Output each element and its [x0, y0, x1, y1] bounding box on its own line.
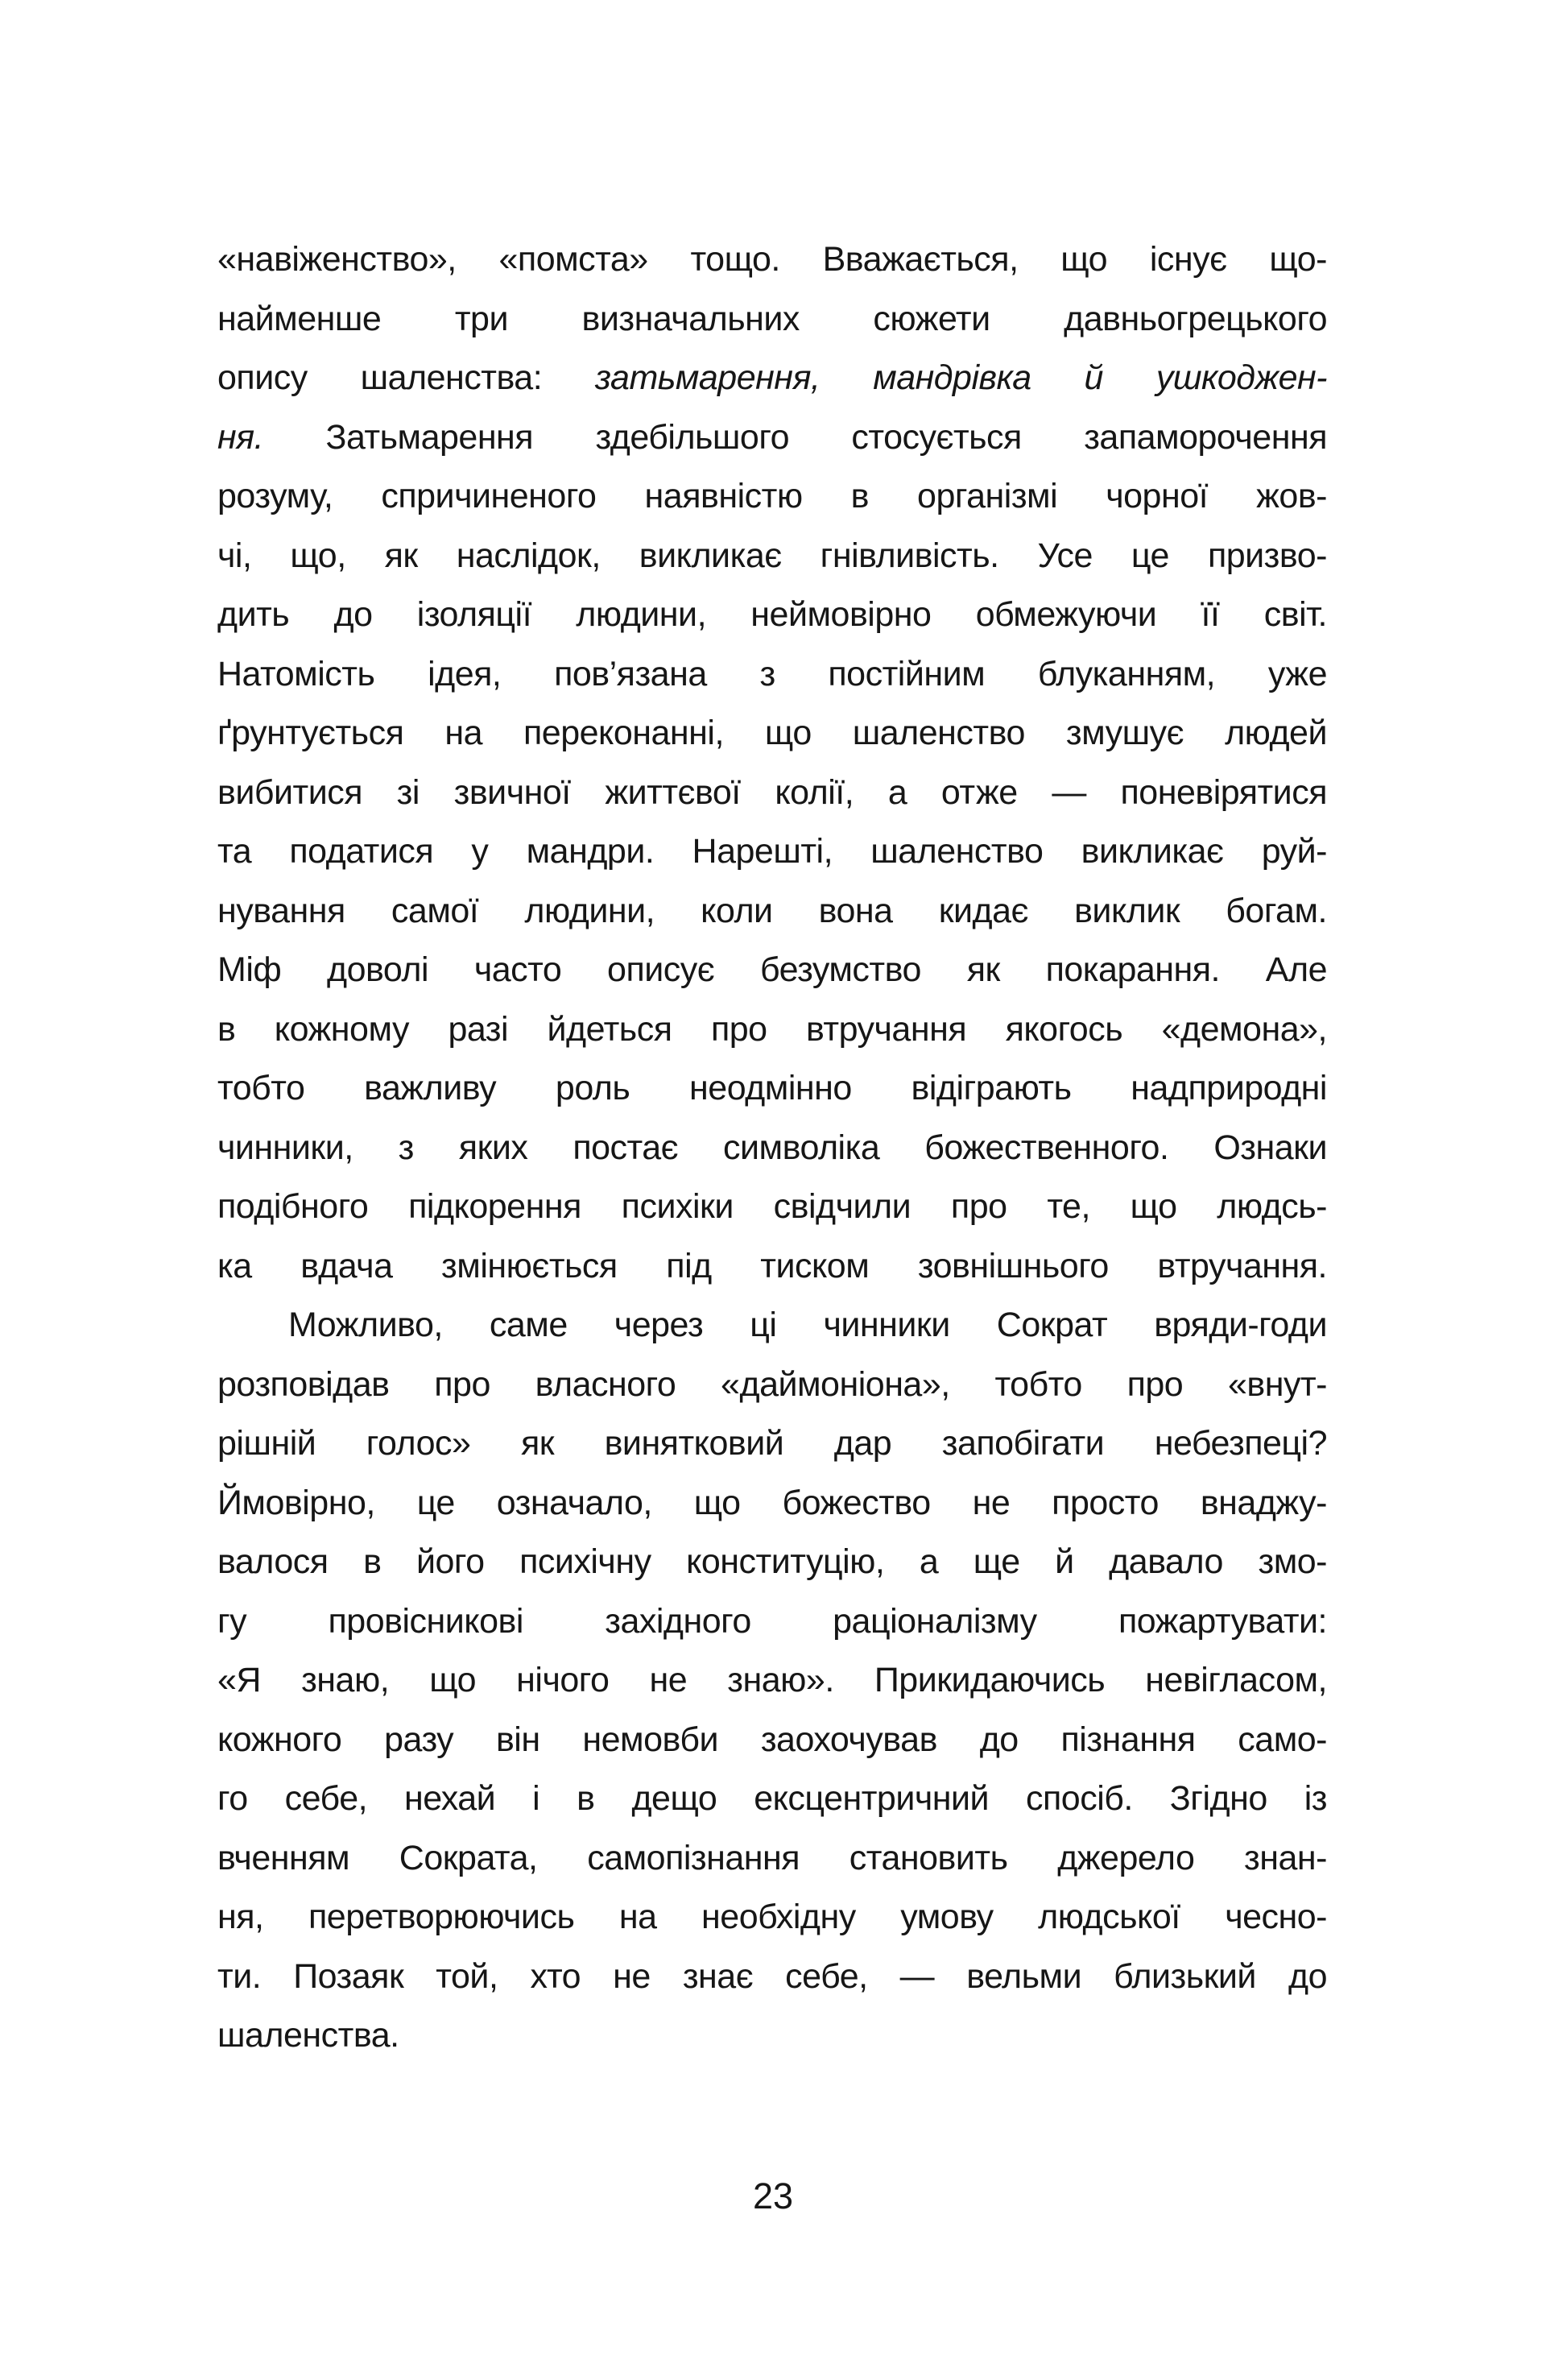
text-run-italic: ня. [217, 417, 264, 457]
text-line: розуму, спричиненого наявністю в організмі чорної жов- [217, 477, 1327, 515]
page-number: 23 [752, 2175, 794, 2217]
text-line: валося в його психічну конституцію, а ще й давало змо- [217, 1542, 1327, 1581]
text-run-italic: затьмарення, мандрівка й ушкоджен- [595, 358, 1327, 397]
text-line: Натомість ідея, пов’язана з постійним блуканням, уже [217, 654, 1327, 693]
text-line: кожного разу він немовби заохочував до пізнання само- [217, 1720, 1327, 1759]
text-line: рішній голос» як винятковий дар запобігати небезпеці? [217, 1424, 1327, 1463]
text-line: тобто важливу роль неодмінно відіграють надприродні [217, 1069, 1327, 1107]
text-line: Міф доволі часто описує безумство як покарання. Але [217, 950, 1327, 989]
text-line: вибитися зі звичної життєвої колії, а отже — поневірятися [217, 772, 1327, 812]
text-line: чі, що, як наслідок, викликає гнівливість. Усе це призво- [217, 536, 1327, 575]
text-line: подібного підкорення психіки свідчили про те, що людсь- [217, 1187, 1327, 1226]
text-line-paragraph-end: шаленства. [217, 2016, 399, 2055]
text-line: ти. Позаяк той, хто не знає себе, — вельми близький до [217, 1956, 1327, 1996]
body-text [217, 230, 1327, 2066]
text-line: го себе, нехай і в дещо ексцентричний спосіб. Згідно із [217, 1779, 1327, 1818]
text-line: нування самої людини, коли вона кидає виклик богам. [217, 891, 1327, 930]
text-line: гу провісникові західного раціоналізму пожартувати: [217, 1601, 1327, 1641]
text-line [217, 408, 1327, 468]
text-line: дить до ізоляції людини, неймовірно обмежуючи її світ. [217, 595, 1327, 634]
text-line [217, 349, 1327, 408]
text-run: опису шаленства: [217, 358, 596, 397]
text-run: Затьмарення здебільшого стосується запаморочення [263, 417, 1327, 457]
text-line: ня, перетворюючись на необхідну умову людської чесно- [217, 1898, 1327, 1936]
text-line: та податися у мандри. Нарешті, шаленство викликає руй- [217, 832, 1327, 871]
text-line: найменше три визначальних сюжети давньогрецького [217, 299, 1327, 338]
text-line: ґрунтується на переконанні, що шаленство змушує людей [217, 714, 1327, 752]
text-line: «Я знаю, що нічого не знаю». Прикидаючись невігласом, [217, 1661, 1327, 1699]
text-line: ка вдача змінюється під тиском зовнішнього втручання. [217, 1246, 1327, 1285]
text-line: чинники, з яких постає символіка божественного. Ознаки [217, 1128, 1327, 1167]
text-line: Ймовірно, це означало, що божество не просто внаджу- [217, 1483, 1327, 1522]
text-line: розповідав про власного «даймоніона», тобто про «внут- [217, 1364, 1327, 1404]
text-line-paragraph-start: Можливо, саме через ці чинники Сократ вряди-годи [288, 1306, 1327, 1344]
text-line: вченням Сократа, самопізнання становить джерело знан- [217, 1838, 1327, 1877]
text-line: в кожному разі йдеться про втручання якогось «демона», [217, 1009, 1327, 1049]
text-line: «навіженство», «помста» тощо. Вважається, що існує що- [217, 240, 1327, 279]
